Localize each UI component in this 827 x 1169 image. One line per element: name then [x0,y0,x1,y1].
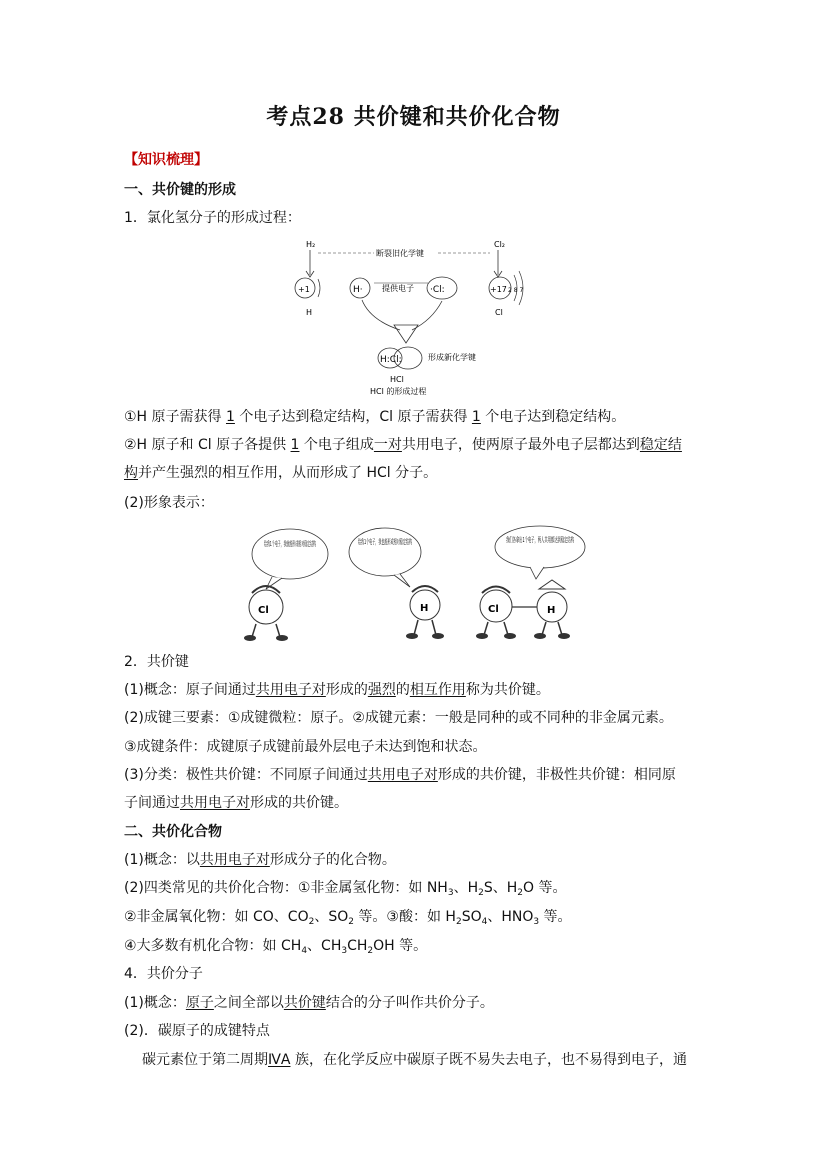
cl-character-2-label: Cl [488,604,499,615]
paragraph-7-cont: 子间通过共用电子对形成的共价键。 [124,795,348,811]
hcl-formation-diagram [290,235,530,400]
item-1: 1．氯化氢分子的形成过程： [124,210,301,226]
new-bond-label: 形成新化学键 [428,353,476,362]
cl-shells: 2 8 7 [508,287,524,294]
h-name: H [306,308,313,317]
paragraph-1: ①H 原子需获得 1 个电子达到稳定结构，Cl 原子需获得 1 个电子达到稳定结构。 [124,409,626,425]
h-character-1-label: H [420,603,429,614]
h-dot: H· [353,285,363,295]
item-2: 2．共价键 [124,654,189,670]
paragraph-11: ④大多数有机化合物：如 $CH_4$、$CH_3CH_2OH$ 等。 [124,938,428,956]
paragraph-3: (2)形象表示： [124,495,214,511]
paragraph-12: (1)概念：原子之间全部以共价键结合的分子叫作共价分子。 [124,995,494,1011]
paragraph-14: 碳元素位于第二周期ⅣA 族，在化学反应中碳原子既不易失去电子，也不易得到电子，通 [142,1052,687,1068]
product-name: HCl [390,375,404,384]
knowledge-label: 【知识梳理】 [124,152,208,168]
paragraph-7: (3)分类：极性共价键：不同原子间通过共用电子对形成的共价键，非极性共价键：相同原 [124,767,676,783]
bubble-1-text: 给我1个电子，我就能形成相对稳定结构 [264,540,388,548]
break-label: 断裂旧化学键 [376,249,424,258]
h2-label: H₂ [306,240,316,249]
bubble-3-text [506,535,574,545]
h-nucleus: +1 [298,285,310,294]
provide-label: 提供电子 [382,284,414,293]
paragraph-2: ②H 原子和 Cl 原子各提供 1 个电子组成一对共用电子，使两原子最外电子层都达到稳定结 [124,437,682,453]
paragraph-2-cont: 构并产生强烈的相互作用，从而形成了 HCl 分子。 [124,465,438,481]
product-formula: H:Cl: [380,355,402,365]
paragraph-9: (2)四类常见的共价化合物：①非金属氢化物：如 $NH_3$、$H_2S$、$H_2O$ 等。 [124,880,567,898]
cl-character-1-label: Cl [258,605,269,616]
h-character-2-label: H [547,605,556,616]
section-heading-2: 二、共价化合物 [124,824,222,840]
paragraph-10: ②非金属氧化物：如 CO、$CO_2$、$SO_2$ 等。③酸：如 $H_2SO_4$、$HNO_3$ 等。 [124,909,572,927]
cl2-label: Cl₂ [494,240,506,249]
section-heading-1: 一、共价键的形成 [124,182,236,198]
item-4: 4．共价分子 [124,966,203,982]
cl-name: Cl [495,308,503,317]
paragraph-6: ③成键条件：成键原子成键前最外层电子未达到饱和状态。 [124,739,487,755]
paragraph-8: (1)概念：以共用电子对形成分子的化合物。 [124,852,396,868]
paragraph-5: (2)成键三要素：①成键微粒：原子。②成键元素：一般是同种的或不同种的非金属元素。 [124,710,673,726]
paragraph-13: (2)．碳原子的成键特点 [124,1023,270,1039]
paragraph-4: (1)概念：原子间通过共用电子对形成的强烈的相互作用称为共价键。 [124,682,550,698]
page-title: 考点28 共价键和共价化合物 [266,104,561,130]
cl-nucleus: +17 [490,285,507,294]
diagram-caption: HCl 的形成过程 [370,387,427,396]
cartoon-illustration [230,525,605,643]
cl-dot: ·Cl: [430,285,445,295]
bubble-2-text: 给我1个电子，我也能形成相对稳定结构 [358,538,482,546]
